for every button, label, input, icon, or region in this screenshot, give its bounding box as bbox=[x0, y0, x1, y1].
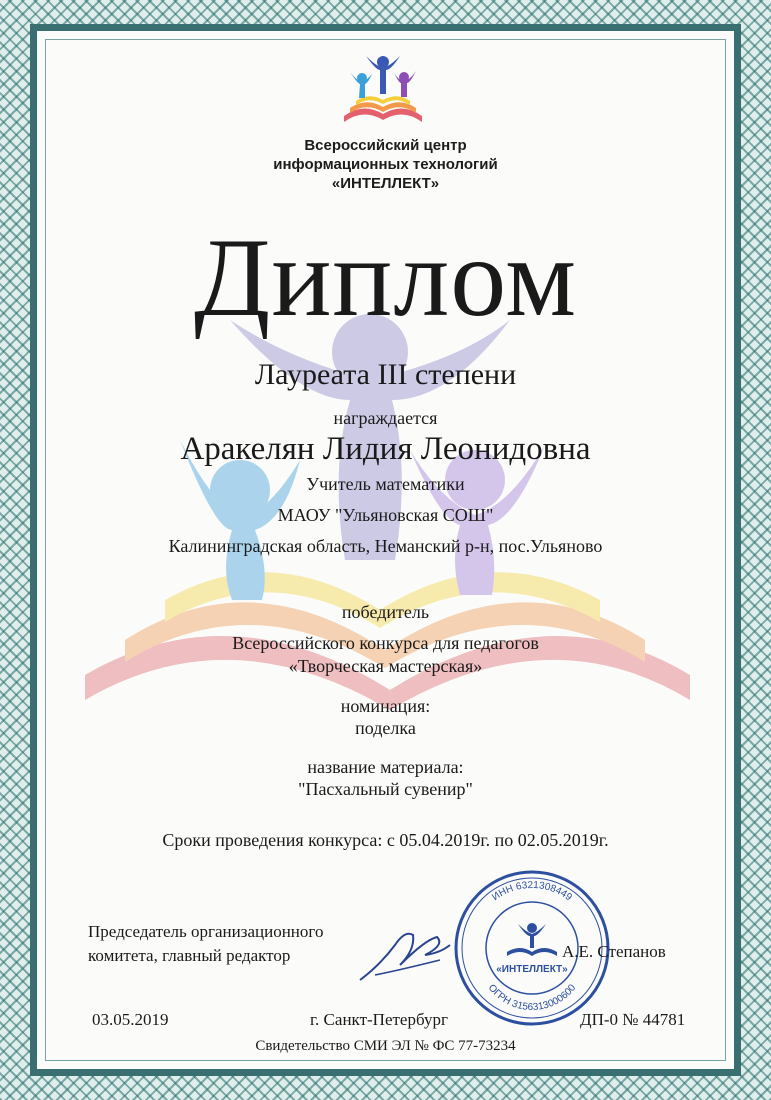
result-label: победитель bbox=[341, 602, 430, 622]
org-line-2: информационных технологий bbox=[273, 156, 498, 173]
contest-period: Сроки проведения конкурса: с 05.04.2019г. по 02.05.2019г. bbox=[162, 830, 609, 850]
role-line-1: Председатель организационного bbox=[88, 922, 324, 941]
issue-city: г. Санкт-Петербург bbox=[310, 1010, 448, 1029]
org-line-3: «ИНТЕЛЛЕКТ» bbox=[331, 175, 440, 192]
material-label: название материала: bbox=[307, 757, 464, 777]
stamp-inn: ИНН 6321308449 bbox=[490, 879, 574, 904]
stamp-center-text: «ИНТЕЛЛЕКТ» bbox=[496, 964, 568, 975]
signatory-role bbox=[88, 920, 323, 968]
intellekt-logo bbox=[338, 50, 428, 128]
nomination-label: номинация: bbox=[340, 696, 431, 716]
media-certificate: Свидетельство СМИ ЭЛ № ФС 77-73234 bbox=[255, 1038, 516, 1054]
degree-line: Лауреата III степени bbox=[254, 358, 517, 391]
organization-name bbox=[0, 136, 771, 193]
stamp-ogrn: ОГРН 3156313000600 bbox=[485, 982, 579, 1014]
issue-date: 03.05.2019 bbox=[92, 1010, 169, 1029]
awarded-label: награждается bbox=[333, 408, 438, 428]
role-line-2: комитета, главный редактор bbox=[88, 946, 291, 965]
signature bbox=[355, 915, 455, 990]
svg-text:ИНН 6321308449 bbox=[490, 880, 574, 904]
recipient-school: МАОУ "Ульяновская СОШ" bbox=[277, 505, 494, 525]
recipient-location: Калининградская область, Неманский р-н, пос.Ульяново bbox=[168, 536, 603, 556]
diploma-number: ДП-0 № 44781 bbox=[580, 1010, 686, 1029]
contest-line-1: Всероссийского конкурса для педагогов bbox=[232, 633, 539, 653]
org-line-1: Всероссийский центр bbox=[304, 137, 467, 154]
material-value: "Пасхальный сувенир" bbox=[298, 779, 473, 799]
contest-line-2: «Творческая мастерская» bbox=[288, 656, 483, 676]
recipient-position: Учитель математики bbox=[306, 474, 465, 494]
svg-text:ОГРН 3156313000600 bbox=[486, 982, 579, 1013]
document-title: Диплом bbox=[194, 216, 577, 340]
nomination-value: поделка bbox=[355, 718, 416, 738]
recipient-name: Аракелян Лидия Леонидовна bbox=[180, 431, 591, 467]
signatory-name: А.Е. Степанов bbox=[562, 942, 666, 961]
